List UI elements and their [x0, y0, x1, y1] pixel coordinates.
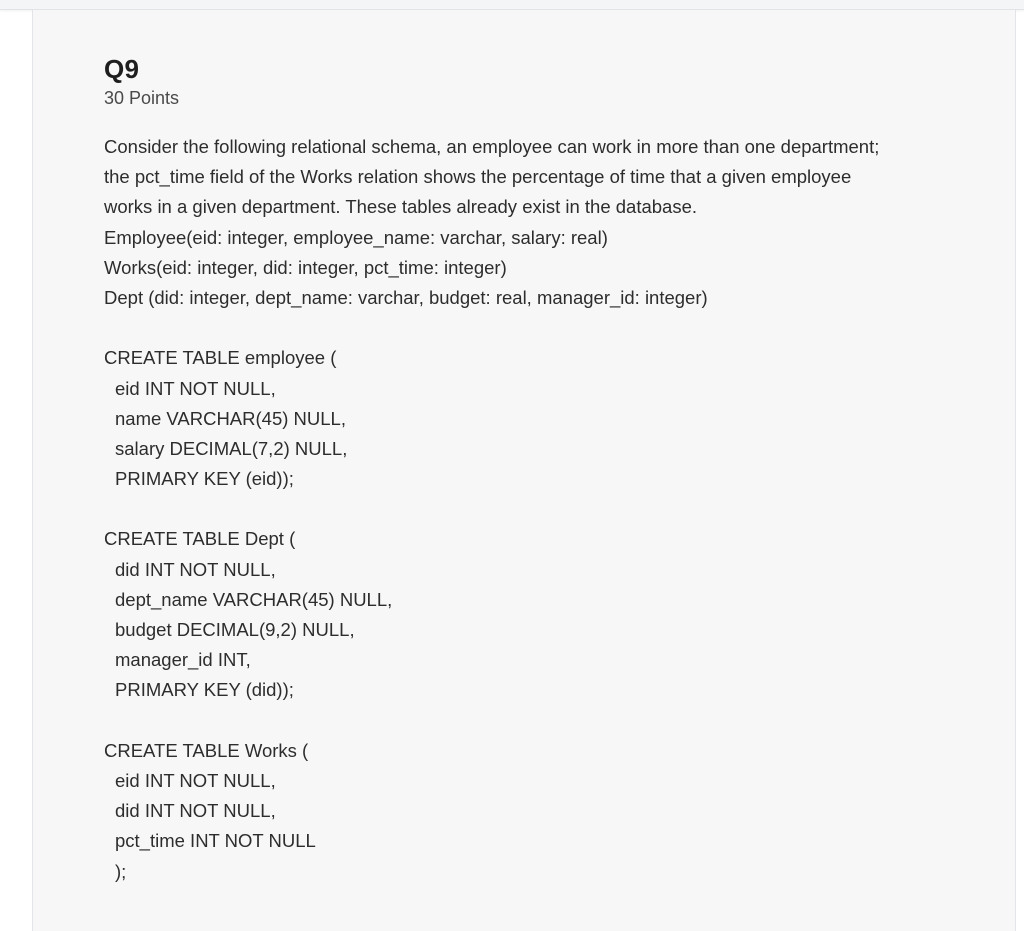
prompt-text-line: Works(eid: integer, did: integer, pct_time: integer) — [104, 256, 507, 278]
sql-column-line: dept_name VARCHAR(45) NULL, — [115, 588, 393, 610]
blank-line — [104, 706, 964, 736]
sql-column-line: name VARCHAR(45) NULL, — [115, 407, 346, 429]
prompt-text-line: the pct_time field of the Works relation shows the percentage of time that a given employee — [104, 166, 852, 188]
prompt-text-line: CREATE TABLE employee ( — [104, 347, 337, 369]
prompt-text-line: Dept (did: integer, dept_name: varchar, budget: real, manager_id: integer) — [104, 286, 708, 308]
sql-column-line: PRIMARY KEY (did)); — [115, 679, 294, 701]
prompt-text-line: Employee(eid: integer, employee_name: varchar, salary: real) — [104, 226, 608, 248]
sql-column-line: ); — [115, 860, 127, 882]
question-prompt — [104, 132, 964, 887]
blank-line — [104, 313, 964, 343]
sql-column-line: pct_time INT NOT NULL — [115, 830, 316, 852]
prompt-text-line: works in a given department. These tables already exist in the database. — [104, 196, 698, 218]
prompt-text-line: CREATE TABLE Dept ( — [104, 528, 296, 550]
question-content — [104, 54, 964, 887]
sql-column-line: budget DECIMAL(9,2) NULL, — [115, 619, 355, 640]
top-header-bar — [0, 0, 1024, 10]
question-title: Q9 — [104, 54, 140, 84]
sql-column-line: did INT NOT NULL, — [115, 558, 276, 580]
question-points: 30 Points — [104, 88, 180, 108]
sql-column-line: did INT NOT NULL, — [115, 800, 276, 822]
prompt-text-line: CREATE TABLE Works ( — [104, 739, 309, 761]
sql-column-line: manager_id INT, — [115, 649, 251, 671]
prompt-text-line: Consider the following relational schema, an employee can work in more than one department; — [104, 136, 880, 157]
sql-column-line: salary DECIMAL(7,2) NULL, — [115, 437, 348, 459]
sql-column-line: PRIMARY KEY (eid)); — [115, 468, 294, 490]
sql-column-line: eid INT NOT NULL, — [115, 769, 276, 791]
blank-line — [104, 494, 964, 524]
question-card — [32, 10, 1016, 931]
sql-column-line: eid INT NOT NULL, — [115, 377, 276, 399]
